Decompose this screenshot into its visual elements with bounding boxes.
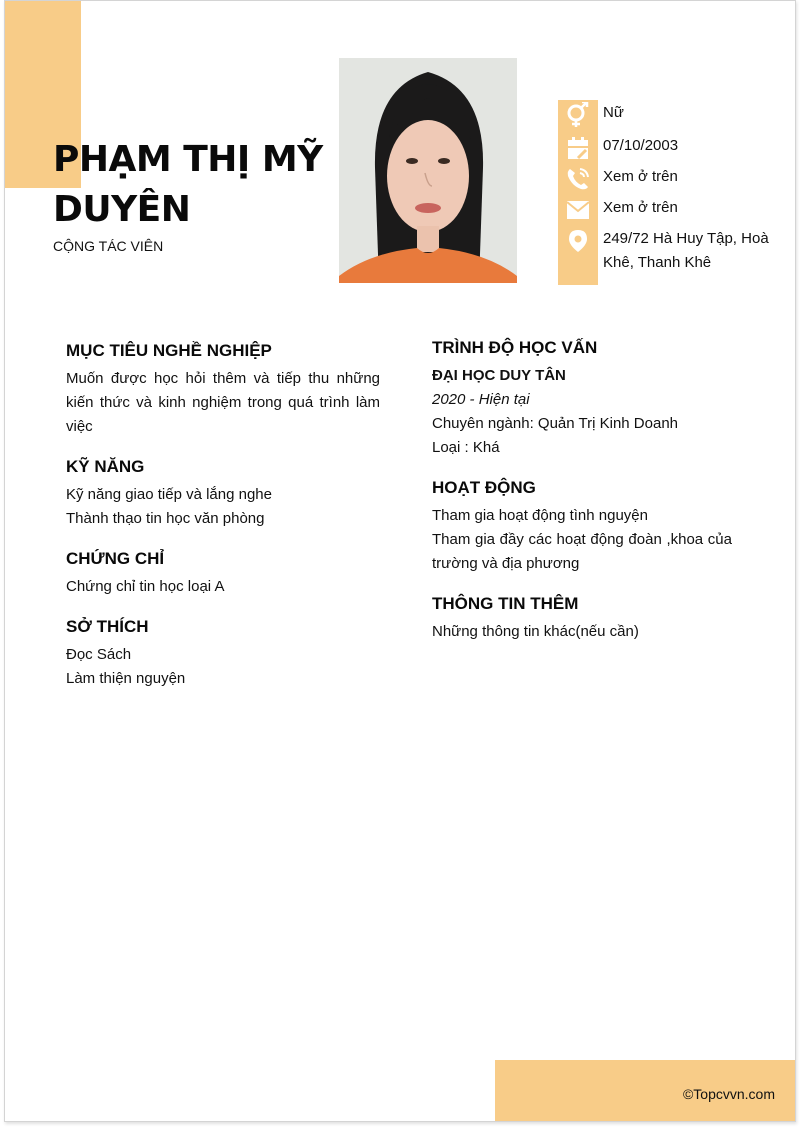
footer-block: [495, 1060, 796, 1122]
skills-section: [66, 455, 380, 531]
phone-icon: [558, 165, 598, 193]
right-column: [432, 336, 732, 660]
certificate-item: Chứng chỉ tin học loại A: [66, 578, 225, 595]
location-icon: [558, 227, 598, 255]
left-column: [66, 339, 380, 707]
certificates-section: [66, 547, 380, 599]
education-period: 2020 - Hiện tại: [432, 391, 530, 408]
candidate-name: PHẠM THỊ MỸ DUYÊN: [53, 139, 323, 230]
section-title: THÔNG TIN THÊM: [432, 594, 579, 613]
email-icon: [558, 196, 598, 224]
school-name: ĐẠI HỌC DUY TÂN: [432, 367, 566, 384]
additional-info-section: [432, 592, 732, 644]
contact-value: 07/10/2003: [603, 137, 679, 154]
contact-value: Xem ở trên: [603, 168, 678, 185]
contact-phone: [558, 165, 796, 193]
cv-page: [4, 0, 796, 1122]
hobby-item: Làm thiện nguyện: [66, 670, 186, 687]
contact-gender: [558, 101, 796, 129]
section-title: MỤC TIÊU NGHỀ NGHIỆP: [66, 341, 272, 360]
contact-birthday: [558, 134, 796, 162]
education-major: Chuyên ngành: Quản Trị Kinh Doanh: [432, 415, 678, 432]
education-section: [432, 336, 732, 460]
contact-value: Xem ở trên: [603, 199, 678, 216]
objective-text: Muốn được học hỏi thêm và tiếp thu những kiến thức và kinh nghiệm trong quá trình làm việc: [66, 370, 380, 435]
activity-item: Tham gia hoạt động tình nguyện: [432, 507, 648, 524]
skill-item: Kỹ năng giao tiếp và lắng nghe: [66, 486, 272, 503]
contact-email: [558, 196, 796, 224]
section-title: TRÌNH ĐỘ HỌC VẤN: [432, 338, 598, 357]
education-grade: Loại : Khá: [432, 439, 500, 456]
gender-icon: [558, 101, 598, 129]
profile-photo: [339, 58, 517, 283]
objective-section: [66, 339, 380, 439]
activities-section: [432, 476, 732, 576]
copyright-text: ©Topcvvn.com: [682, 1086, 775, 1102]
additional-info-text: Những thông tin khác(nếu cần): [432, 623, 639, 640]
calendar-icon: [558, 134, 598, 162]
contact-address: [558, 227, 796, 275]
section-title: SỞ THÍCH: [66, 617, 149, 636]
section-title: KỸ NĂNG: [66, 457, 145, 476]
section-title: HOẠT ĐỘNG: [432, 478, 536, 497]
contact-value: 249/72 Hà Huy Tập, Hoà Khê, Thanh Khê: [603, 230, 769, 271]
section-title: CHỨNG CHỈ: [66, 549, 165, 568]
skill-item: Thành thạo tin học văn phòng: [66, 510, 265, 527]
hobbies-section: [66, 615, 380, 691]
hobby-item: Đọc Sách: [66, 646, 132, 663]
contact-value: Nữ: [603, 104, 624, 121]
job-title: CỘNG TÁC VIÊN: [53, 238, 164, 254]
activity-item: Tham gia đầy các hoạt động đoàn ,khoa của trường và địa phương: [432, 531, 732, 572]
portrait-image: [339, 58, 517, 283]
